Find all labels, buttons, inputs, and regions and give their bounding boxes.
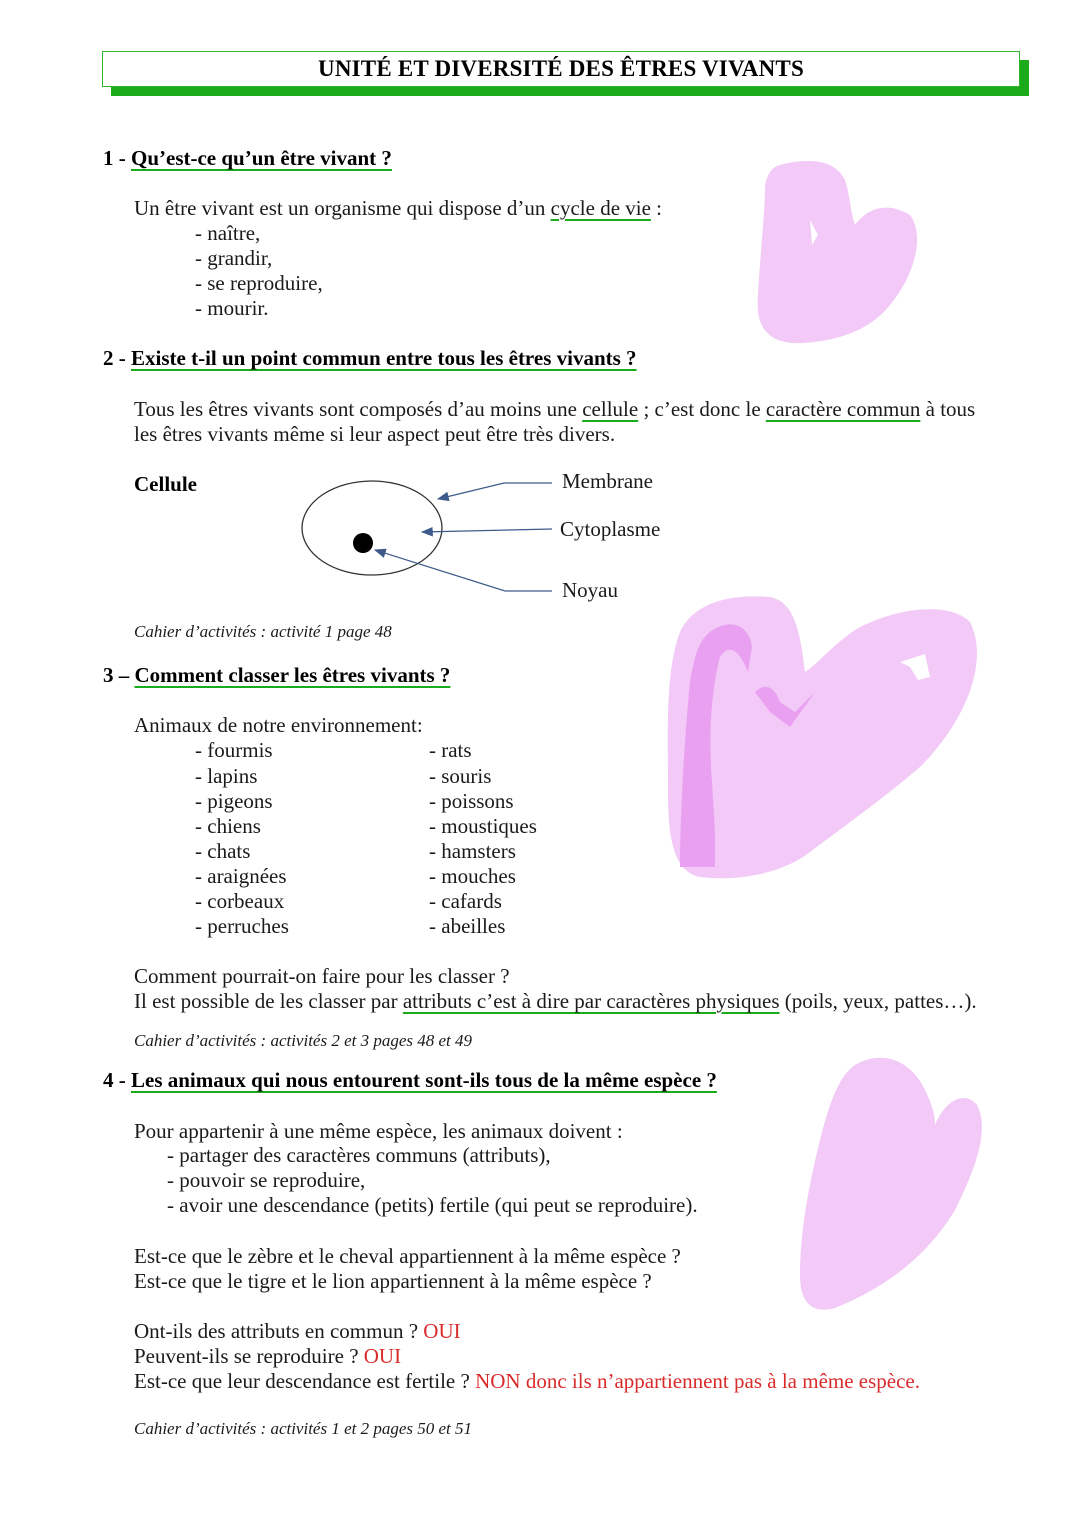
section-3-question: Comment pourrait-on faire pour les classer ? — [134, 964, 510, 988]
answer-non: NON donc ils n’appartiennent pas à la même espèce. — [475, 1369, 920, 1393]
cell-nucleus — [353, 533, 373, 553]
list-item: - cafards — [429, 889, 502, 913]
list-item: - avoir une descendance (petits) fertile (qui peut se reproduire). — [167, 1193, 698, 1217]
answer-line-1: Ont-ils des attributs en commun ? OUI — [134, 1319, 461, 1343]
answer-oui-1: OUI — [423, 1319, 461, 1343]
list-item: - chats — [195, 839, 251, 863]
section-4-intro: Pour appartenir à une même espèce, les animaux doivent : — [134, 1119, 623, 1143]
cycle-de-vie-term: cycle de vie — [550, 196, 651, 220]
list-item: - fourmis — [195, 738, 273, 762]
section-4-question-1: Est-ce que le zèbre et le cheval appartiennent à la même espèce ? — [134, 1244, 681, 1268]
activity-note-1: Cahier d’activités : activité 1 page 48 — [134, 622, 392, 641]
activity-note-3: Cahier d’activités : activités 1 et 2 pages 50 et 51 — [134, 1419, 473, 1438]
heart-drawing-1 — [750, 155, 925, 350]
section-4-question-2: Est-ce que le tigre et le lion appartiennent à la même espèce ? — [134, 1269, 652, 1293]
section-4-title: Les animaux qui nous entourent sont-ils tous de la même espèce ? — [131, 1068, 717, 1092]
attributs-term: attributs c’est à dire par caractères physiques — [402, 989, 780, 1013]
list-item: - perruches — [195, 914, 289, 938]
list-item: - araignées — [195, 864, 287, 888]
heart-drawing-2 — [660, 592, 985, 884]
section-3-title: Comment classer les êtres vivants ? — [134, 663, 451, 687]
label-membrane: Membrane — [562, 469, 653, 493]
section-3-intro: Animaux de notre environnement: — [134, 713, 423, 737]
section-1-heading — [103, 146, 392, 171]
section-3-answer: Il est possible de les classer par attributs c’est à dire par caractères physiques (poils, yeux, pattes…). — [134, 989, 977, 1013]
list-item: - hamsters — [429, 839, 516, 863]
cell-diagram — [290, 470, 570, 600]
list-item: - moustiques — [429, 814, 537, 838]
section-3-number: 3 – — [103, 663, 135, 687]
section-2-title: Existe t-il un point commun entre tous les êtres vivants ? — [131, 346, 637, 370]
section-1-intro: Un être vivant est un organisme qui dispose d’un cycle de vie : — [134, 196, 663, 220]
cell-membrane — [302, 481, 442, 575]
list-item: - mouches — [429, 864, 516, 888]
answer-line-2: Peuvent-ils se reproduire ? OUI — [134, 1344, 402, 1368]
section-4-heading — [103, 1068, 717, 1093]
heart-drawing-3 — [795, 1050, 985, 1315]
section-1-title: Qu’est-ce qu’un être vivant ? — [131, 146, 392, 170]
section-1-number: 1 - — [103, 146, 131, 170]
section-2-number: 2 - — [103, 346, 131, 370]
activity-note-2: Cahier d’activités : activités 2 et 3 pages 48 et 49 — [134, 1031, 473, 1050]
caractere-commun-term: caractère commun — [765, 397, 921, 421]
list-item: - partager des caractères communs (attributs), — [167, 1143, 551, 1167]
list-item: - lapins — [195, 764, 258, 788]
label-cytoplasme: Cytoplasme — [560, 517, 661, 541]
section-2-line-1: Tous les êtres vivants sont composés d’au moins une cellule ; c’est donc le caractère commun à tous — [134, 397, 976, 421]
list-item: - grandir, — [195, 246, 273, 270]
list-item: - chiens — [195, 814, 261, 838]
list-item: - pigeons — [195, 789, 273, 813]
list-item: - souris — [429, 764, 492, 788]
section-2-heading — [103, 346, 637, 371]
page-title: UNITÉ ET DIVERSITÉ DES ÊTRES VIVANTS — [318, 56, 804, 81]
section-4-number: 4 - — [103, 1068, 131, 1092]
list-item: - rats — [429, 738, 472, 762]
answer-line-3: Est-ce que leur descendance est fertile ? NON donc ils n’appartiennent pas à la même espèce. — [134, 1369, 920, 1393]
section-3-heading — [103, 663, 450, 688]
membrane-arrow — [438, 483, 552, 499]
list-item: - pouvoir se reproduire, — [167, 1168, 366, 1192]
list-item: - se reproduire, — [195, 271, 323, 295]
list-item: - mourir. — [195, 296, 269, 320]
cellule-term: cellule — [582, 397, 639, 421]
label-noyau: Noyau — [562, 578, 618, 602]
cell-title: Cellule — [134, 472, 197, 496]
list-item: - naître, — [195, 221, 261, 245]
list-item: - abeilles — [429, 914, 506, 938]
answer-oui-2: OUI — [363, 1344, 402, 1368]
section-2-line-2: les êtres vivants même si leur aspect peut être très divers. — [134, 422, 616, 446]
list-item: - corbeaux — [195, 889, 285, 913]
list-item: - poissons — [429, 789, 514, 813]
